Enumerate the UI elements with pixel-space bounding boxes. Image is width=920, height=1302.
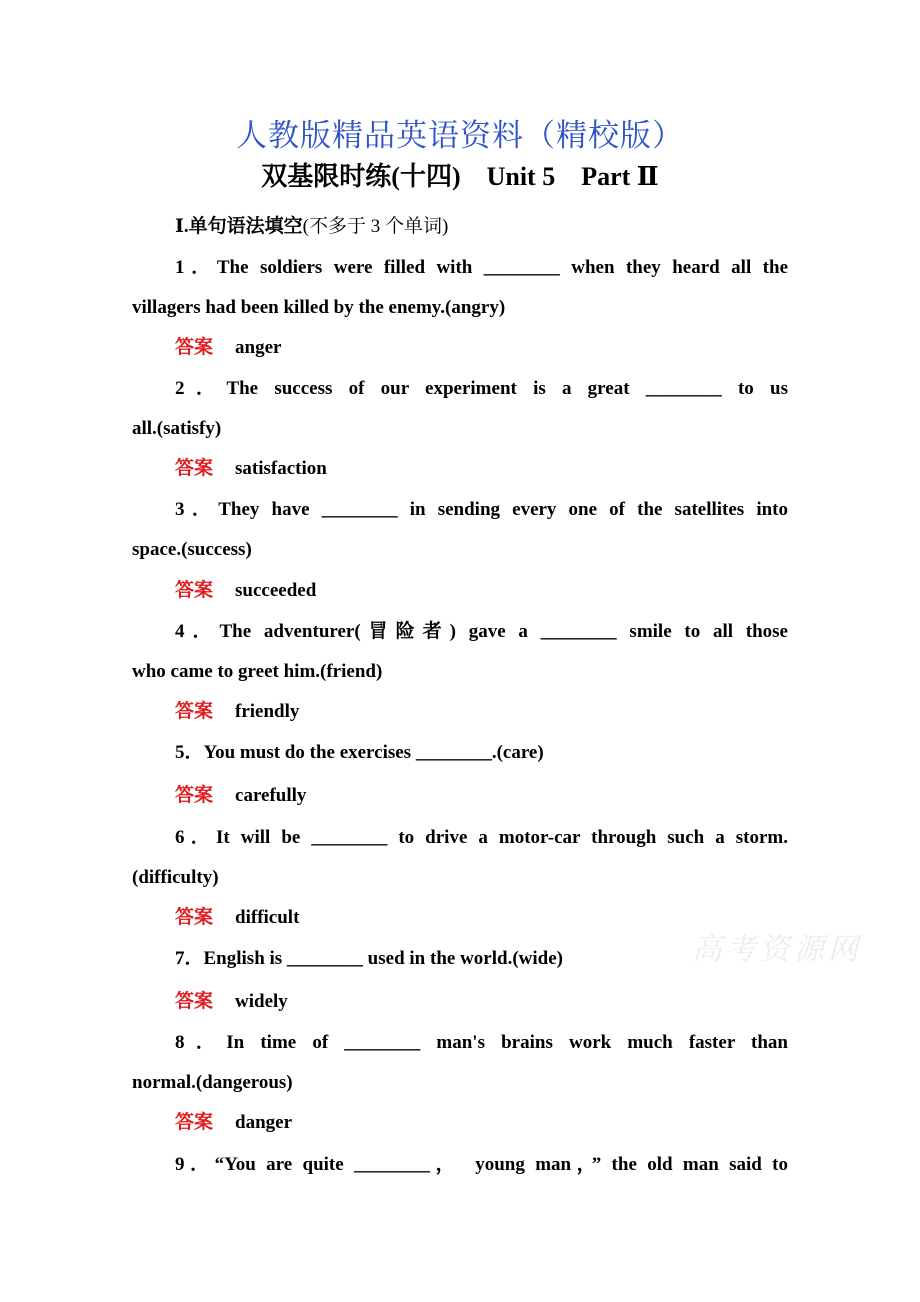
question-3-line1: 3．They have ________ in sending every one of the satellites into: [175, 499, 788, 520]
answer-6: 答案 difficult: [175, 906, 300, 928]
question-4-line1: 4．The adventurer(冒险者) gave a ________ smile to all those: [175, 621, 788, 642]
question-2-line2: all.(satisfy): [132, 418, 222, 439]
answer-8: 答案 danger: [175, 1111, 293, 1133]
question-2-line1: 2．The success of our experiment is a great ________ to us: [175, 378, 788, 399]
answer-5: 答案 carefully: [175, 784, 307, 806]
answer-3: 答案 succeeded: [175, 579, 317, 601]
section-heading: Ⅰ.单句语法填空(不多于 3 个单词): [175, 216, 449, 237]
exercise-title: 双基限时练(十四) Unit 5 Part Ⅱ: [261, 162, 659, 191]
question-4-line2: who came to greet him.(friend): [132, 661, 383, 682]
answer-4: 答案 friendly: [175, 700, 300, 722]
question-7-line1: 7．English is ________ used in the world.(wide): [175, 948, 563, 969]
question-8-line1: 8．In time of ________ man's brains work much faster than: [175, 1032, 788, 1053]
question-5-line1: 5．You must do the exercises ________.(care): [175, 742, 544, 763]
question-6-line1: 6．It will be ________ to drive a motor-car through such a storm.: [175, 827, 788, 848]
question-8-line2: normal.(dangerous): [132, 1072, 293, 1093]
answer-7: 答案 widely: [175, 990, 288, 1012]
question-3-line2: space.(success): [132, 539, 252, 560]
question-6-line2: (difficulty): [132, 867, 219, 888]
question-1-line2: villagers had been killed by the enemy.(angry): [132, 297, 506, 318]
watermark-text: 高考资源网: [692, 932, 862, 967]
question-9-line1: 9．“You are quite ________， young man，” the old man said to: [175, 1154, 788, 1175]
answer-2: 答案 satisfaction: [175, 457, 327, 479]
answer-1: 答案 anger: [175, 336, 282, 358]
banner-title: 人教版精品英语资料（精校版）: [236, 118, 684, 154]
question-1-line1: 1．The soldiers were filled with ________ when they heard all the: [175, 257, 788, 278]
